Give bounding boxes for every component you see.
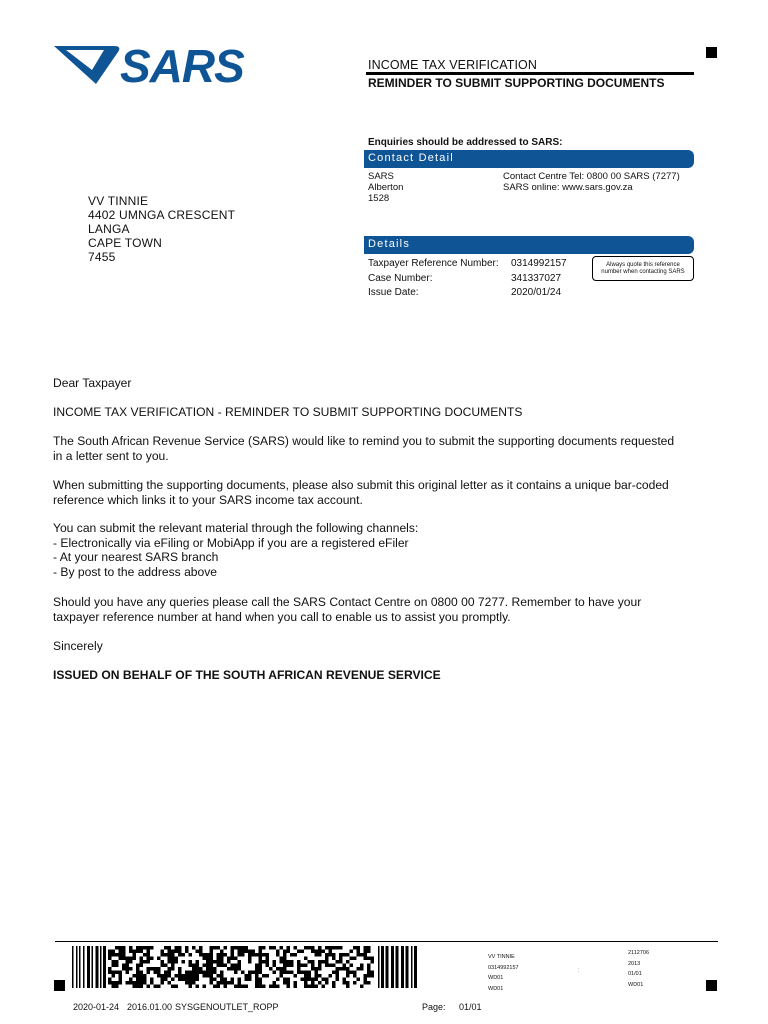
taxpayer-reference-value: 0314992157: [511, 258, 567, 269]
taxpayer-reference-label: Taxpayer Reference Number:: [368, 258, 499, 269]
sars-online-url: SARS online: www.sars.gov.za: [503, 182, 633, 193]
contact-address-line: Alberton: [368, 182, 404, 193]
quote-reference-note: [592, 256, 694, 281]
document-title: INCOME TAX VERIFICATION: [368, 58, 537, 72]
logo-text: SARS: [120, 40, 244, 90]
channel-item: - At your nearest SARS branch: [53, 550, 219, 565]
greeting: Dear Taxpayer: [53, 376, 132, 390]
paragraph-line: The South African Revenue Service (SARS) would like to remind you to submit the supporting documents requested: [53, 434, 675, 448]
paragraph-channels: [53, 521, 733, 579]
registration-mark-bottom-right: [706, 980, 717, 991]
paragraph-queries: [53, 595, 733, 624]
footer-code: WD01: [488, 985, 504, 992]
paragraph-original-letter: [53, 478, 733, 507]
footer-code: 2112706: [628, 950, 650, 956]
footer-code: WD01: [628, 981, 644, 988]
footer-date: 2020-01-24: [73, 1002, 120, 1012]
footer-code: VV TINNIE: [488, 954, 515, 960]
paragraph-line: You can submit the relevant material through the following channels:: [53, 521, 419, 535]
footer-page-label: Page:: [422, 1002, 446, 1012]
paragraph-reminder: [53, 434, 733, 463]
quote-note-line: number when contacting SARS: [601, 269, 685, 275]
footer-code-column-1: [488, 952, 519, 994]
contact-address-line: SARS: [368, 171, 394, 182]
footer-separator: :: [578, 968, 580, 974]
footer-code: 2013: [628, 960, 641, 967]
contact-centre-tel: Contact Centre Tel: 0800 00 SARS (7277): [503, 171, 680, 182]
recipient-suburb: LANGA: [88, 222, 130, 236]
footer-rule: [55, 941, 718, 942]
paragraph-line: reference which links it to your SARS income tax account.: [53, 492, 363, 507]
recipient-city: CAPE TOWN: [88, 236, 163, 250]
registration-mark-bottom-left: [54, 980, 65, 991]
issue-date-value: 2020/01/24: [511, 287, 562, 298]
paragraph-line: Should you have any queries please call the SARS Contact Centre on 0800 00 7277. Remember to have your: [53, 595, 642, 609]
barcode-image: [72, 946, 418, 988]
paragraph-line: taxpayer reference number at hand when you call to enable us to assist you promptly.: [53, 609, 511, 624]
details-labels: [368, 257, 499, 301]
case-number-value: 341337027: [511, 272, 562, 284]
issue-date-label: Issue Date:: [368, 287, 419, 298]
footer-version: 2016.01.00: [127, 1002, 173, 1012]
header-rule: [366, 72, 694, 75]
channel-item: - By post to the address above: [53, 564, 218, 579]
issued-on-behalf: ISSUED ON BEHALF OF THE SOUTH AFRICAN REVENUE SERVICE: [53, 668, 441, 682]
quote-note-line: Always quote this reference: [606, 262, 680, 268]
registration-mark-top: [706, 47, 717, 58]
sars-logo: [52, 40, 252, 90]
recipient-address: [88, 194, 235, 264]
details-bar: Details: [364, 236, 694, 254]
contact-address-line: 1528: [368, 193, 390, 204]
letter-subject: INCOME TAX VERIFICATION - REMINDER TO SUBMIT SUPPORTING DOCUMENTS: [53, 405, 523, 419]
footer-code: 01/01: [628, 971, 642, 977]
contact-info: [503, 171, 680, 193]
contact-detail-bar: Contact Detail: [364, 150, 694, 168]
footer-outlet: SYSGENOUTLET_ROPP: [175, 1002, 279, 1012]
recipient-street: 4402 UMNGA CRESCENT: [88, 208, 236, 222]
closing: Sincerely: [53, 639, 103, 653]
details-values: [511, 257, 567, 301]
paragraph-line: in a letter sent to you.: [53, 448, 169, 463]
document-subtitle: REMINDER TO SUBMIT SUPPORTING DOCUMENTS: [368, 76, 665, 90]
recipient-name: VV TINNIE: [88, 194, 149, 208]
footer-page-value: 01/01: [459, 1002, 482, 1012]
footer-code-column-2: [628, 948, 649, 990]
footer-code: 0314992157: [488, 964, 519, 971]
paragraph-line: When submitting the supporting documents, please also submit this original letter as it contains a unique bar-coded: [53, 478, 669, 492]
recipient-postcode: 7455: [88, 250, 116, 264]
case-number-label: Case Number:: [368, 272, 433, 284]
enquiries-note: Enquiries should be addressed to SARS:: [368, 137, 563, 148]
footer-code: WD01: [488, 975, 504, 981]
channel-item: - Electronically via eFiling or MobiApp if you are a registered eFiler: [53, 535, 409, 550]
contact-address: [368, 171, 403, 204]
